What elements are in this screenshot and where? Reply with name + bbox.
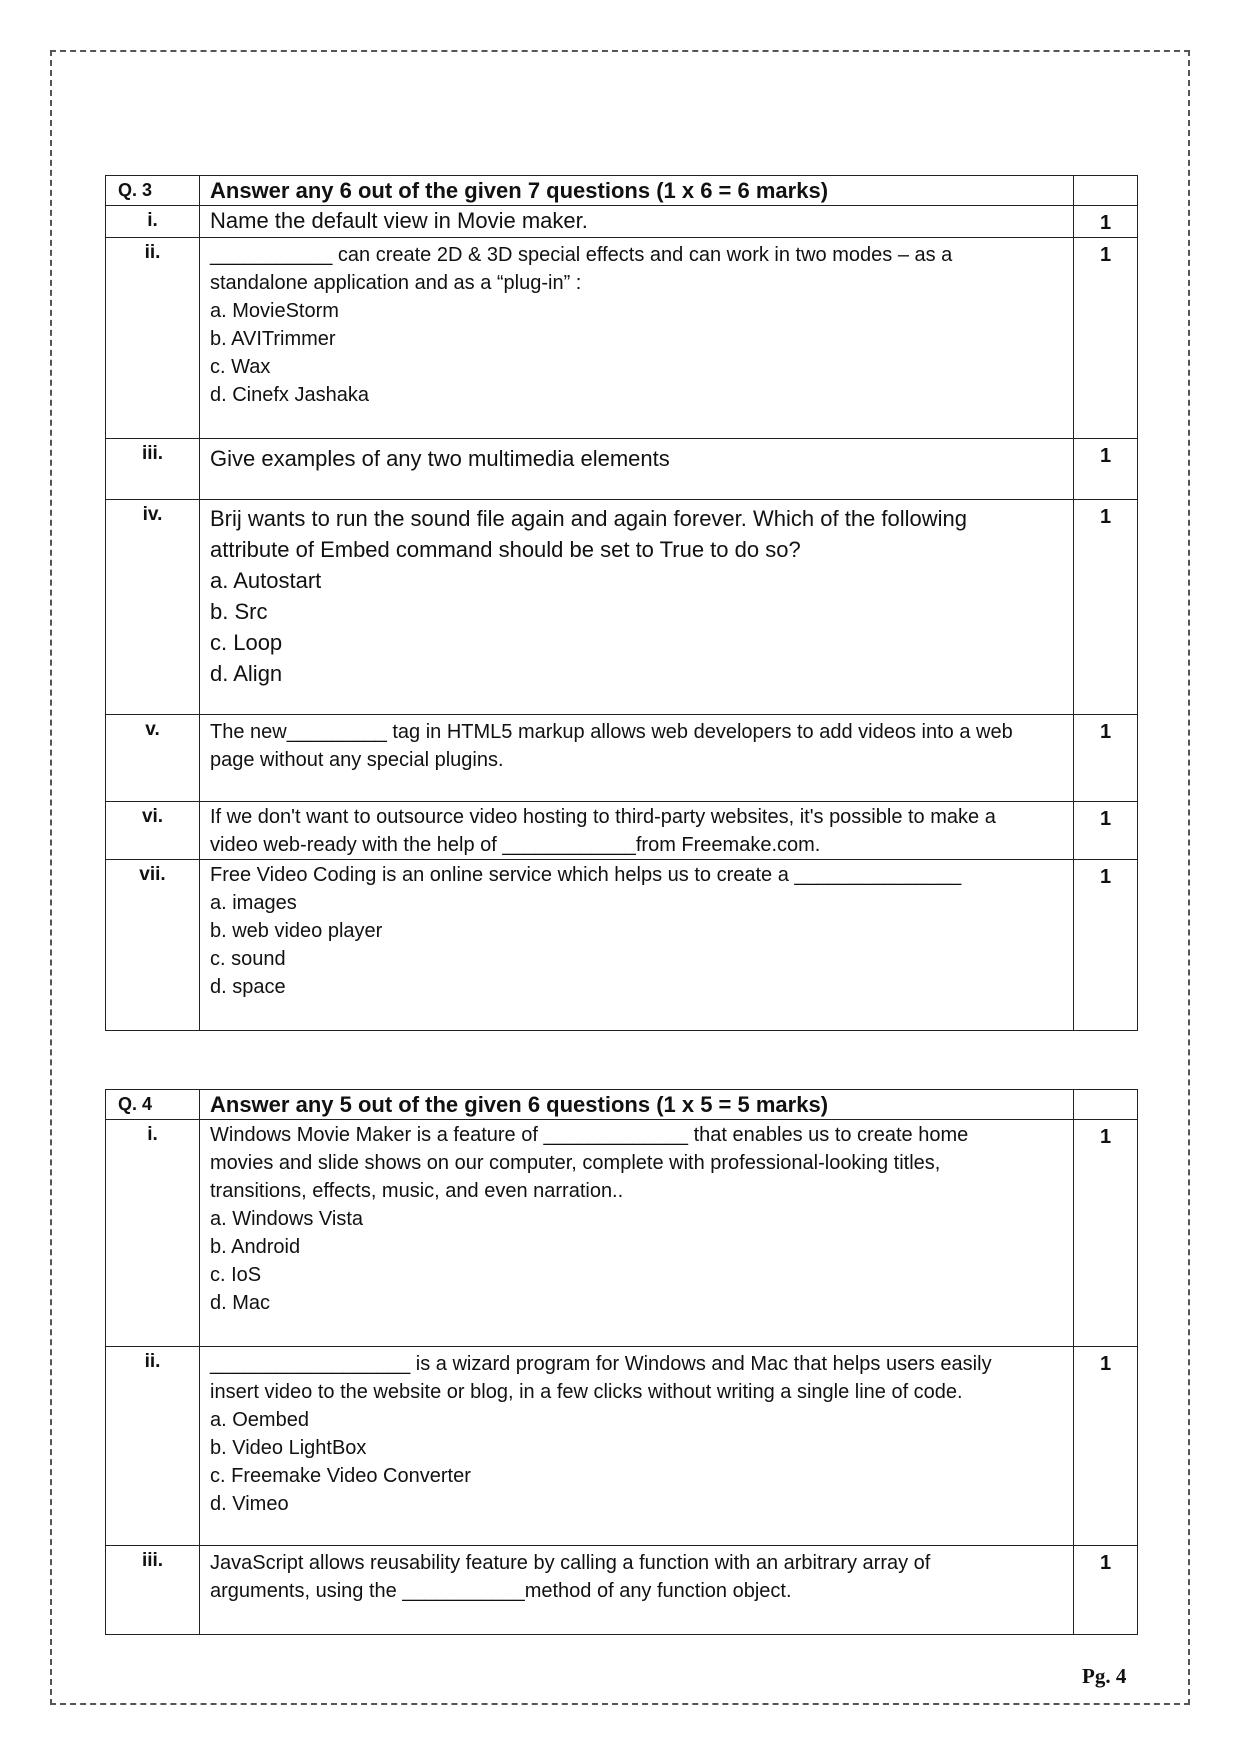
sub-question-number: v. (106, 715, 200, 802)
sub-question-text (200, 439, 1074, 500)
sub-question-text (200, 500, 1074, 715)
sub-question-number: iii. (106, 439, 200, 500)
sub-question-text (200, 1546, 1074, 1635)
sub-question-number: vi. (106, 802, 200, 860)
option-d: d. Mac (210, 1292, 271, 1314)
sub-question-number: vii. (106, 860, 200, 1031)
marks-value: 1 (1074, 1120, 1138, 1347)
question-4-header-row (106, 1090, 1138, 1120)
option-c: c. Loop (210, 630, 283, 655)
marks-header-cell (1074, 176, 1138, 206)
option-d: d. Cinefx Jashaka (210, 384, 369, 406)
question-row (106, 439, 1138, 500)
question-line: page without any special plugins. (210, 749, 504, 771)
marks-value: 1 (1074, 860, 1138, 1031)
marks-value: 1 (1074, 715, 1138, 802)
question-4-table (105, 1089, 1138, 1635)
question-row (106, 238, 1138, 439)
sub-question-text (200, 860, 1074, 1031)
marks-value: 1 (1074, 1546, 1138, 1635)
question-instruction: Answer any 6 out of the given 7 questions (1 x 6 = 6 marks) (200, 176, 1074, 206)
sub-question-text (200, 1120, 1074, 1347)
question-3-header-row (106, 176, 1138, 206)
sub-question-number: i. (106, 206, 200, 238)
option-a: a. Windows Vista (210, 1208, 364, 1230)
option-c: c. sound (210, 948, 286, 970)
question-line: video web-ready with the help of ____________from Freemake.com. (210, 834, 821, 856)
marks-value: 1 (1074, 206, 1138, 238)
question-line: JavaScript allows reusability feature by calling a function with an arbitrary array of (210, 1552, 931, 1574)
question-line: attribute of Embed command should be set to True to do so? (210, 537, 801, 562)
question-line: Windows Movie Maker is a feature of _____________ that enables us to create home (210, 1124, 969, 1146)
question-row (106, 1546, 1138, 1635)
question-row (106, 1347, 1138, 1546)
marks-value: 1 (1074, 500, 1138, 715)
question-row (106, 860, 1138, 1031)
sub-question-text (200, 238, 1074, 439)
question-line: Name the default view in Movie maker. (210, 208, 588, 233)
question-row (106, 206, 1138, 238)
marks-value: 1 (1074, 802, 1138, 860)
question-line: Give examples of any two multimedia elements (210, 446, 670, 471)
sub-question-number: ii. (106, 238, 200, 439)
question-number: Q. 3 (106, 176, 200, 206)
sub-question-number: ii. (106, 1347, 200, 1546)
question-3-table (105, 175, 1138, 1031)
option-a: a. Oembed (210, 1409, 309, 1431)
sub-question-text (200, 802, 1074, 860)
question-row (106, 500, 1138, 715)
option-c: c. IoS (210, 1264, 262, 1286)
question-line: The new_________ tag in HTML5 markup allows web developers to add videos into a web (210, 721, 1013, 743)
sub-question-text (200, 206, 1074, 238)
question-row (106, 1120, 1138, 1347)
question-line: Free Video Coding is an online service which helps us to create a _______________ (210, 864, 962, 886)
question-line: __________________ is a wizard program for Windows and Mac that helps users easily (210, 1353, 992, 1375)
option-b: b. Video LightBox (210, 1437, 367, 1459)
option-b: b. web video player (210, 920, 383, 942)
marks-value: 1 (1074, 238, 1138, 439)
question-line: If we don't want to outsource video hosting to third-party websites, it's possible to make a (210, 806, 996, 828)
question-row (106, 802, 1138, 860)
option-a: a. images (210, 892, 297, 914)
sub-question-number: iii. (106, 1546, 200, 1635)
option-c: c. Wax (210, 356, 271, 378)
question-line: insert video to the website or blog, in a few clicks without writing a single line of code. (210, 1381, 963, 1403)
option-a: a. MovieStorm (210, 300, 339, 322)
question-line: arguments, using the ___________method of any function object. (210, 1580, 792, 1602)
question-number: Q. 4 (106, 1090, 200, 1120)
option-c: c. Freemake Video Converter (210, 1465, 471, 1487)
sub-question-number: i. (106, 1120, 200, 1347)
page-number: Pg. 4 (1082, 1664, 1127, 1688)
sub-question-text (200, 715, 1074, 802)
option-d: d. Align (210, 661, 283, 686)
option-d: d. Vimeo (210, 1493, 289, 1515)
question-instruction: Answer any 5 out of the given 6 questions (1 x 5 = 5 marks) (200, 1090, 1074, 1120)
sub-question-number: iv. (106, 500, 200, 715)
option-b: b. AVITrimmer (210, 328, 336, 350)
option-b: b. Src (210, 599, 268, 624)
sub-question-text (200, 1347, 1074, 1546)
question-line: transitions, effects, music, and even narration.. (210, 1180, 624, 1202)
option-a: a. Autostart (210, 568, 322, 593)
question-line: Brij wants to run the sound file again and again forever. Which of the following (210, 506, 968, 531)
marks-value: 1 (1074, 439, 1138, 500)
marks-header-cell (1074, 1090, 1138, 1120)
option-b: b. Android (210, 1236, 301, 1258)
marks-value: 1 (1074, 1347, 1138, 1546)
question-line: ___________ can create 2D & 3D special effects and can work in two modes – as a (210, 244, 953, 266)
question-line: movies and slide shows on our computer, complete with professional-looking titles, (210, 1152, 941, 1174)
option-d: d. space (210, 976, 286, 998)
question-row (106, 715, 1138, 802)
question-line: standalone application and as a “plug-in” : (210, 272, 582, 294)
